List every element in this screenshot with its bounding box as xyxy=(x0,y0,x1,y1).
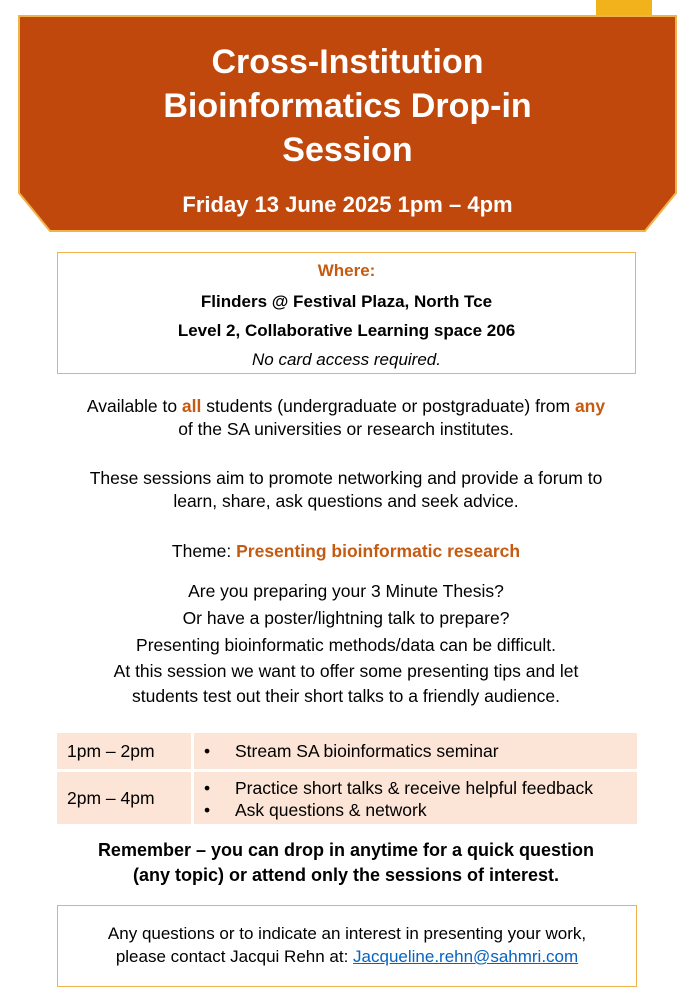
availability-text xyxy=(30,395,662,441)
availability-line2: of the SA universities or research institutes. xyxy=(178,419,514,439)
reminder-line: (any topic) or attend only the sessions of interest. xyxy=(132,865,560,885)
list-item xyxy=(204,799,637,821)
text-span: students (undergraduate or postgraduate) from xyxy=(201,396,575,416)
list-item xyxy=(204,740,499,762)
table-row xyxy=(57,733,637,769)
activity-text: Stream SA bioinformatics seminar xyxy=(235,741,499,761)
location-box xyxy=(57,252,636,374)
contact-line: Any questions or to indicate an interest in presenting your work, xyxy=(107,924,587,943)
question-line: Or have a poster/lightning talk to prepare? xyxy=(182,608,510,628)
bullet-icon: • xyxy=(204,800,211,820)
activity-text: Practice short talks & receive helpful feedback xyxy=(235,778,593,798)
reminder-line: Remember – you can drop in anytime for a quick question xyxy=(97,840,595,860)
question-line: Presenting bioinformatic methods/data can be difficult. xyxy=(136,635,556,655)
question-line: students test out their short talks to a friendly audience. xyxy=(131,686,560,706)
banner-text xyxy=(20,40,675,218)
theme-value: Presenting bioinformatic research xyxy=(236,541,521,561)
emphasis-any: any xyxy=(574,396,606,416)
availability-line1 xyxy=(30,395,662,418)
event-title xyxy=(128,40,568,172)
question-line: At this session we want to offer some presenting tips and let xyxy=(113,661,579,681)
time-cell: 2pm – 4pm xyxy=(57,772,191,824)
where-label: Where: xyxy=(317,261,376,280)
contact-text: please contact Jacqui Rehn at: xyxy=(115,947,354,966)
contact-line2 xyxy=(58,945,636,968)
access-note: No card access required. xyxy=(252,350,441,369)
text-span: Available to xyxy=(86,396,182,416)
bullet-icon: • xyxy=(204,778,211,798)
list-item xyxy=(204,777,637,799)
aim-text xyxy=(30,467,662,513)
aim-line: These sessions aim to promote networking and provide a forum to xyxy=(89,468,603,488)
bullet-icon: • xyxy=(204,741,211,761)
theme-label: Theme: xyxy=(171,541,237,561)
emphasis-all: all xyxy=(181,396,202,416)
time-cell: 1pm – 2pm xyxy=(57,733,191,769)
activity-cell xyxy=(194,733,637,769)
aim-line: learn, share, ask questions and seek advice. xyxy=(173,491,519,511)
title-line: Bioinformatics Drop-in xyxy=(163,87,532,125)
location-line: Flinders @ Festival Plaza, North Tce xyxy=(200,292,493,311)
title-line: Cross-Institution xyxy=(211,43,484,81)
table-row xyxy=(57,772,637,824)
activity-cell xyxy=(194,772,637,824)
reminder-text xyxy=(30,838,662,888)
title-line: Session xyxy=(282,131,413,169)
question-line: Are you preparing your 3 Minute Thesis? xyxy=(188,581,504,601)
contact-box xyxy=(57,905,637,987)
activity-text: Ask questions & network xyxy=(235,800,427,820)
theme-line xyxy=(30,540,662,563)
email-link[interactable]: Jacqueline.rehn@sahmri.com xyxy=(353,947,579,966)
event-date: Friday 13 June 2025 1pm – 4pm xyxy=(182,192,513,217)
schedule-table xyxy=(57,733,637,827)
location-line: Level 2, Collaborative Learning space 206 xyxy=(177,321,516,340)
questions-text xyxy=(30,578,662,709)
